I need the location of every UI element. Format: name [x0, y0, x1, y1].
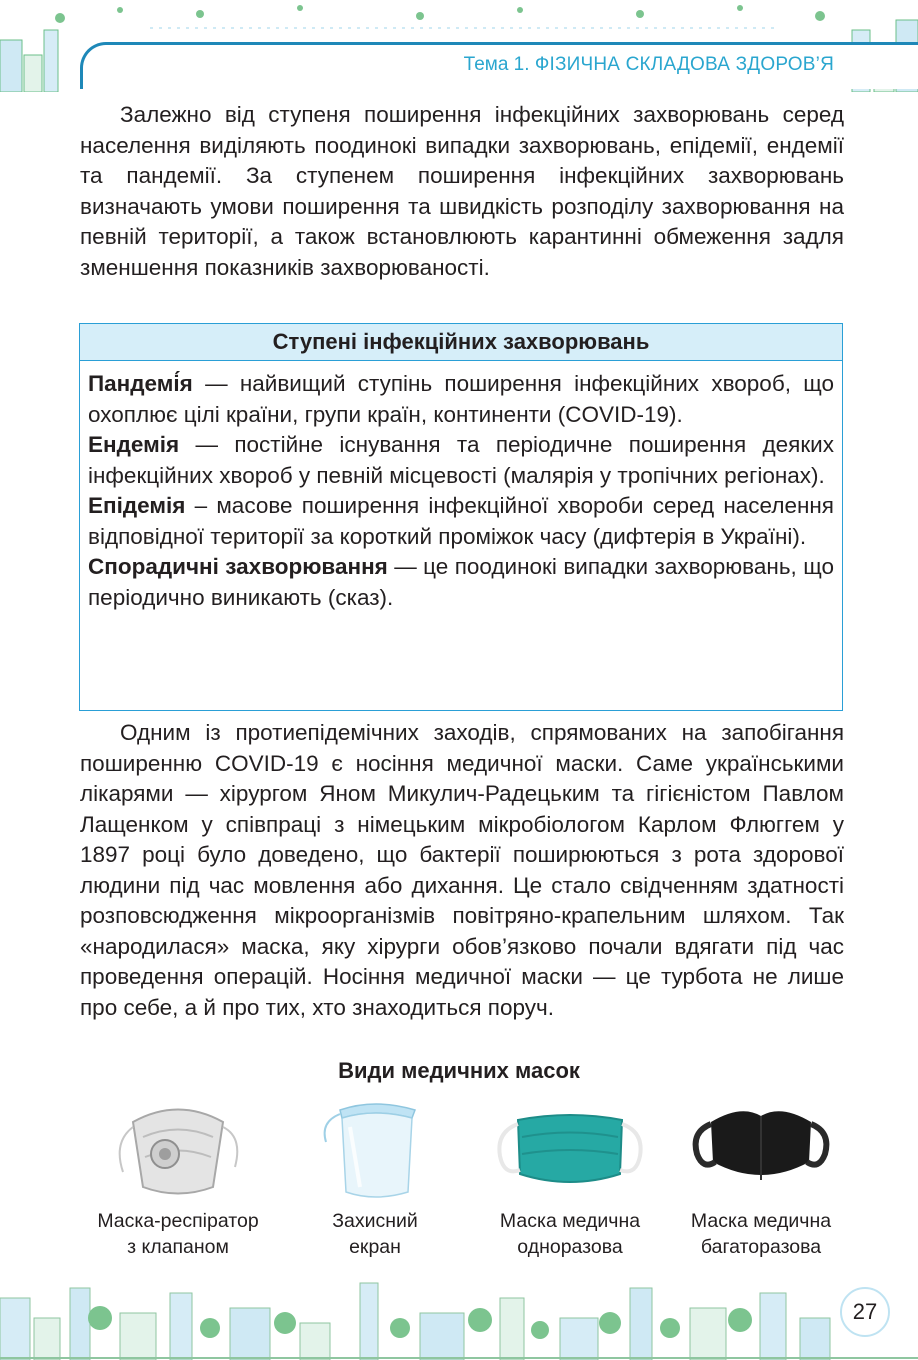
running-header [464, 54, 834, 76]
mask-caption: Захисний екран [332, 1210, 418, 1258]
definition-pandemic [88, 369, 834, 430]
definition: – масове поширення інфекційної хвороби серед населення відповідної території за короткий проміжок часу (дифтерія в Україні). [88, 493, 834, 549]
definition-endemic [88, 430, 834, 491]
mask-caption: Маска медична багаторазова [690, 1210, 832, 1258]
mask-item-disposable [470, 1092, 670, 1260]
mask-item-reusable [661, 1092, 861, 1260]
definition: — найвищий ступінь поширення інфекційних хвороб, що охоплює цілі країни, групи країн, континенти (COVID-19). [88, 371, 834, 427]
term: Спорадичні захворювання [88, 554, 388, 579]
mask-caption: Маска-респіратор з клапаном [97, 1210, 259, 1258]
box-body [80, 361, 842, 613]
disposable-mask-icon [490, 1092, 650, 1202]
reusable-mask-icon [681, 1092, 841, 1202]
term: Ендемія [88, 432, 180, 457]
definition: — це поодинокі випадки захворювань, що періодично виникають (сказ). [88, 554, 834, 610]
definition: — постійне існування та періодичне поширення деяких інфекційних хвороб у певній місцевості (малярія у тропічних регіонах). [88, 432, 834, 488]
page-number: 27 [840, 1287, 890, 1337]
header-title: ФІЗИЧНА СКЛАДОВА ЗДОРОВ’Я [534, 54, 834, 75]
main-paragraph: Одним із протиепідемічних заходів, спрямованих на запобігання поширенню COVID-19 є носіння медичної маски. Саме українськими лікарями — хірургом Яном Микулич-Радецьким та гігієністом Павлом Лащенком у співпраці з німецьким мікробіологом Карлом Флюггем у 1897 році було доведено, що бактерії поширюються з рота здорової людини під час мовлення або дихання. Це стало свідченням здатності розповсюдження мікроорганізмів повітряно-крапельним шляхом. Так «народилася» маска, яку хірурги обов’язково почали вдягати під час проведення операцій. Носіння медичної маски — це турбота не лише про себе, а й про тих, хто знаходиться поруч. [80, 720, 844, 1020]
respirator-mask-icon [103, 1092, 253, 1202]
mask-caption: Маска медична одноразова [499, 1210, 641, 1258]
definition-epidemic [88, 491, 834, 552]
term: Пандемі́я [88, 371, 193, 396]
intro-paragraph: Залежно від ступеня поширення інфекційних захворювань серед населення виділяють поодинокі випадки захворювань, епідемії, ендемії та пандемії. За ступенем поширення інфекційних захворювань визначають умови поширення та швидкість розподілу захворювання на певній території, а також встановлюють карантинні обмеження задля зменшення показників захворюваності. [80, 102, 844, 280]
definition-sporadic [88, 552, 834, 613]
infection-degrees-box [79, 323, 843, 711]
term: Епідемія [88, 493, 186, 518]
mask-item-respirator [78, 1092, 278, 1260]
bottom-city-decoration [0, 1268, 918, 1360]
box-title: Ступені інфекційних захворювань [80, 324, 842, 361]
face-shield-icon [300, 1092, 450, 1202]
mask-item-face-shield [275, 1092, 475, 1260]
header-topic: Тема 1. [463, 54, 530, 75]
masks-title: Види медичних масок [338, 1058, 580, 1083]
